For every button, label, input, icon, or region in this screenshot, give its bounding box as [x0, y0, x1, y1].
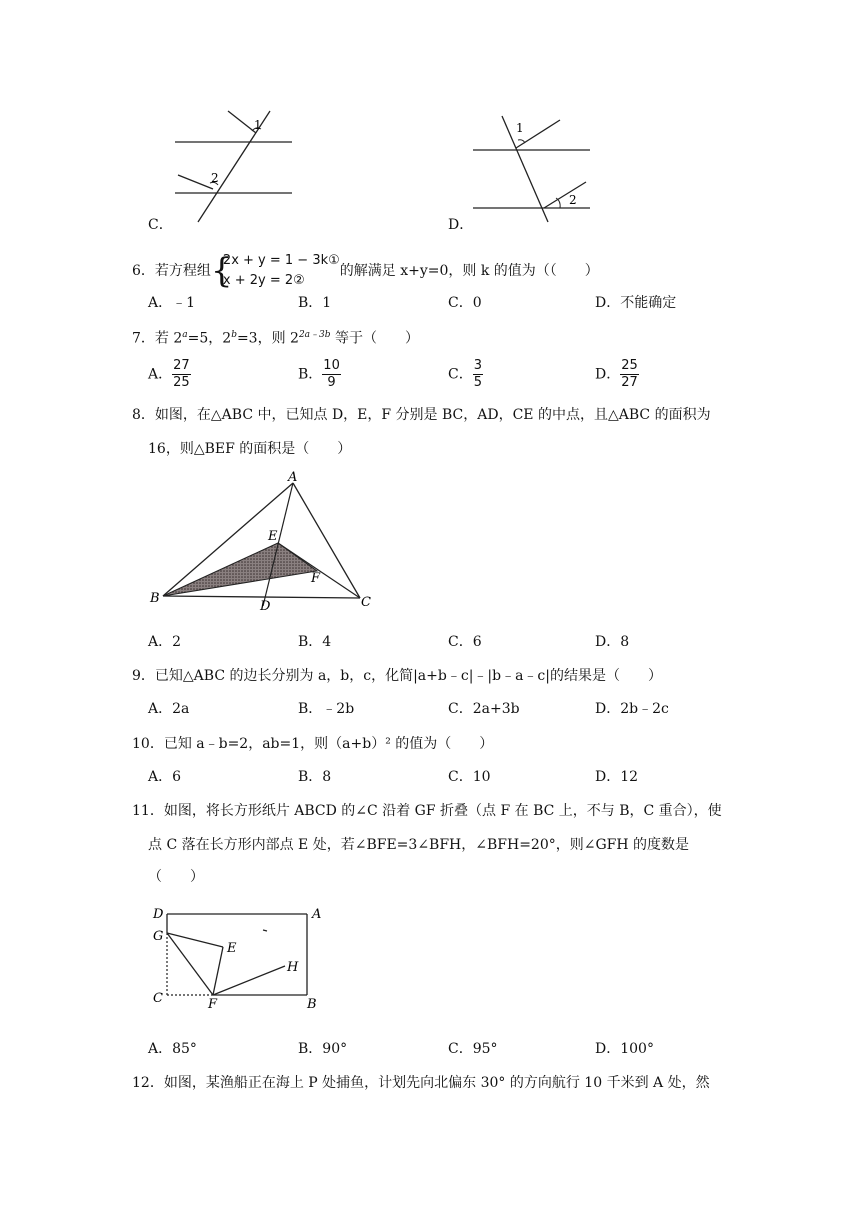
equation-2: x + 2y = 2②	[222, 273, 305, 288]
q9-option-a: A．2a	[148, 701, 190, 717]
vertex-c-label: C	[361, 595, 371, 610]
q7-sup-exp: 2a﹣3b	[298, 330, 331, 340]
point-d-label: D	[260, 599, 271, 614]
q10-option-c: C．10	[448, 769, 491, 785]
q7-stem-tail: 等于（ ）	[330, 330, 419, 347]
q10-option-d: D．12	[595, 769, 639, 785]
question-8-line-1: 8．如图，在△ABC 中，已知点 D，E，F 分别是 BC，AD，CE 的中点，且△ABC 的面积为	[132, 407, 711, 423]
q11-option-c: C．95°	[448, 1041, 498, 1057]
point-e-label: E	[227, 941, 237, 956]
q6-stem-tail: 的解满足 x+y=0，则 k 的值为（（ ）	[339, 263, 599, 279]
question-12: 12．如图，某渔船正在海上 P 处捕鱼，计划先向北偏东 30° 的方向航行 10 千米到 A 处，然	[132, 1075, 710, 1091]
q8-option-a: A．2	[148, 634, 182, 650]
q11-option-a: A．85°	[148, 1041, 197, 1057]
question-10: 10．已知 a﹣b=2，ab=1，则（a+b）² 的值为（ ）	[132, 736, 494, 752]
angle-2-label: 2	[569, 193, 577, 207]
q9-option-c: C．2a+3b	[448, 701, 520, 717]
question-11-line-2: 点 C 落在长方形内部点 E 处，若∠BFE=3∠BFH，∠BFH=20°，则∠GFH 的度数是	[148, 837, 690, 853]
equation-system: { 2x + y = 1 − 3k① x + 2y = 2②	[210, 251, 340, 291]
q11-option-d: D．100°	[595, 1041, 654, 1057]
q8-option-d: D．8	[595, 634, 630, 650]
q10-option-a: A．6	[148, 769, 182, 785]
q7-option-b: B． $\frac{10}{9}$	[298, 358, 340, 390]
point-h-label: H	[287, 960, 299, 975]
angle-1-label: 1	[516, 121, 524, 135]
point-g-label: G	[153, 929, 164, 944]
question-8-line-2: 16，则△BEF 的面积是（ ）	[148, 441, 352, 457]
vertex-a-label: A	[288, 470, 298, 485]
q8-option-c: C．6	[448, 634, 482, 650]
q9-option-d: D．2b﹣2c	[595, 701, 669, 717]
question-11-line-3: （ ）	[148, 869, 204, 885]
q6-option-a: A．﹣1	[148, 295, 196, 311]
q7-stem-mid2: =3，则 2	[236, 330, 299, 347]
q11-rectangle-figure	[145, 900, 335, 1010]
vertex-b-label: B	[307, 997, 317, 1010]
q5-option-d: D．	[448, 217, 474, 233]
point-f-label: F	[208, 997, 218, 1010]
q10-option-b: B．8	[298, 769, 332, 785]
q7-sup-a: a	[182, 330, 188, 340]
vertex-c-label: C	[153, 991, 163, 1006]
q9-option-b: B．﹣2b	[298, 701, 355, 717]
q7-sup-b: b	[231, 330, 237, 340]
equation-1: 2x + y = 1 − 3k①	[222, 253, 340, 268]
angle-1-label: 1	[254, 118, 262, 132]
q7-option-c: C． $\frac{3}{5}$	[448, 358, 482, 390]
q6-option-b: B．1	[298, 295, 332, 311]
question-11-line-1: 11．如图，将长方形纸片 ABCD 的∠C 沿着 GF 折叠（点 F 在 BC 上，不与 B，C 重合），使	[132, 803, 722, 819]
angle-2-label: 2	[211, 171, 219, 185]
point-f-label: F	[311, 571, 321, 586]
point-e-label: E	[268, 529, 278, 544]
question-6	[132, 251, 599, 291]
q6-option-d: D．不能确定	[595, 295, 677, 311]
q5-figure-d	[468, 110, 598, 225]
q11-option-b: B．90°	[298, 1041, 348, 1057]
q8-option-b: B．4	[298, 634, 332, 650]
q8-triangle-figure	[145, 468, 385, 618]
q6-number: 6．若方程组	[132, 263, 211, 279]
vertex-d-label: D	[153, 907, 164, 922]
vertex-a-label: A	[312, 907, 322, 922]
q7-option-a: A． $\frac{27}{25}$	[148, 358, 190, 390]
question-9: 9．已知△ABC 的边长分别为 a，b，c，化简|a+b﹣c|﹣|b﹣a﹣c|的结果是（ ）	[132, 668, 662, 684]
vertex-b-label: B	[150, 591, 160, 606]
q7-option-d: D． $\frac{25}{27}$	[595, 358, 638, 390]
question-7	[132, 327, 419, 348]
q5-option-c: C．	[148, 217, 173, 233]
q5-figure-c	[160, 105, 300, 225]
q6-option-c: C．0	[448, 295, 482, 311]
q7-stem-mid1: =5，2	[187, 330, 232, 347]
q7-stem-start: 7．若 2	[132, 330, 183, 347]
